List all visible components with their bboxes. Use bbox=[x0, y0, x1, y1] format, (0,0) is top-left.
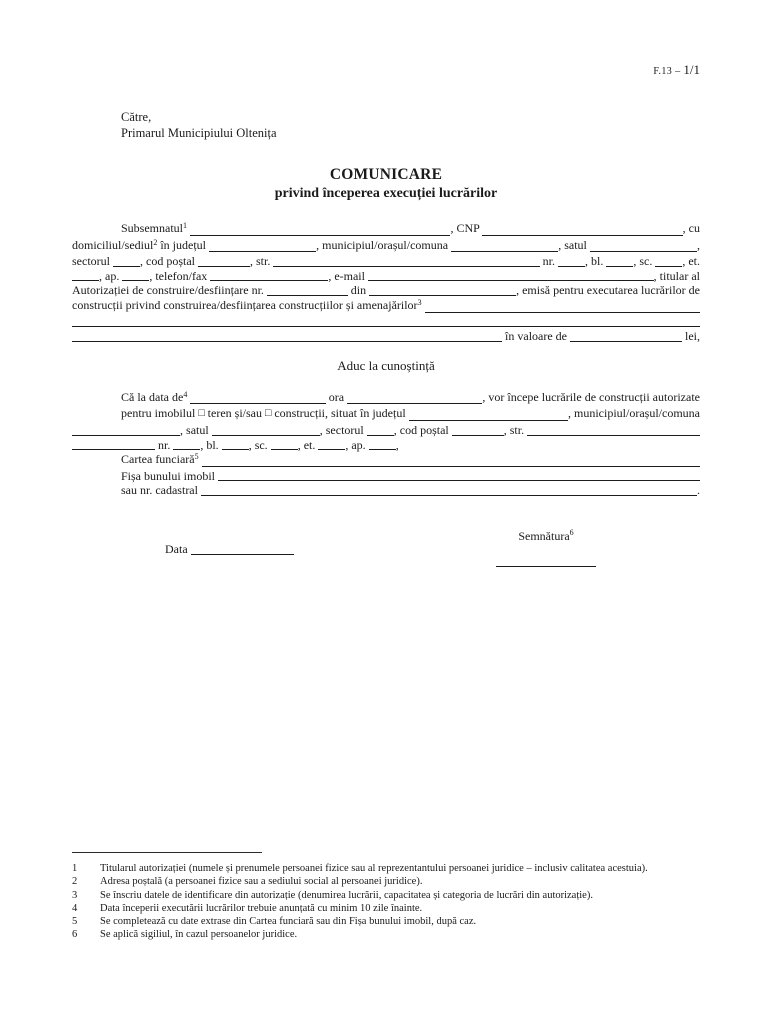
form-text: , emisă pentru executarea lucrărilor de bbox=[516, 283, 700, 298]
document-title: COMUNICARE bbox=[329, 166, 443, 183]
footnote-text: Se înscriu datele de identificare din autorizație (denumirea lucrării, capacitatea și categoria de lucrări din autorizație). bbox=[100, 889, 593, 901]
form-text: , cod poștal bbox=[393, 422, 452, 437]
form-text: Cartea funciară bbox=[121, 452, 195, 467]
blank-field bbox=[72, 280, 99, 281]
form-text bbox=[422, 298, 425, 313]
notification-paragraph bbox=[72, 390, 700, 498]
footnote-text: Data începerii executării lucrărilor trebuie anunțată cu minim 10 zile înainte. bbox=[100, 902, 423, 914]
form-line bbox=[72, 221, 700, 238]
footnote-item bbox=[72, 875, 700, 888]
form-text: teren și/sau bbox=[204, 406, 265, 421]
form-text: , bl. bbox=[200, 437, 222, 452]
addressee-salutation: Către, bbox=[121, 110, 152, 124]
form-line bbox=[72, 254, 700, 269]
signature-label-text: Semnătura bbox=[518, 528, 570, 543]
form-text: , bbox=[696, 237, 700, 252]
form-text: , ap. bbox=[99, 268, 123, 283]
blank-field bbox=[425, 312, 700, 313]
form-text: Că la data de bbox=[121, 389, 184, 404]
form-text: , municipiul/orașul/comuna bbox=[568, 406, 700, 421]
blank-field bbox=[606, 266, 633, 267]
form-text bbox=[187, 390, 190, 405]
form-code-page: 1/1 bbox=[683, 62, 700, 77]
form-text: , vor începe lucrările de construcții autorizate bbox=[482, 389, 700, 404]
form-line bbox=[72, 483, 700, 498]
blank-field bbox=[122, 280, 149, 281]
form-text: Fișa bunului imobil bbox=[121, 468, 219, 483]
blank-field bbox=[271, 449, 298, 450]
form-text: , ap. bbox=[345, 437, 369, 452]
blank-field bbox=[655, 266, 682, 267]
date-field bbox=[165, 542, 345, 571]
form-text: , satul bbox=[180, 422, 212, 437]
footnote-number: 6 bbox=[72, 929, 78, 941]
form-text: , sc. bbox=[633, 254, 656, 269]
form-text: , municipiul/orașul/comuna bbox=[316, 237, 452, 252]
teren-checkbox: □ bbox=[198, 408, 205, 420]
blank-field bbox=[191, 554, 294, 555]
footnote-item bbox=[72, 915, 700, 928]
form-text: , et. bbox=[297, 437, 319, 452]
blank-field bbox=[368, 280, 654, 281]
form-text bbox=[199, 452, 202, 467]
form-line bbox=[72, 390, 700, 407]
form-text: , titular al bbox=[653, 268, 700, 283]
section-heading: Aduc la cunoștință bbox=[337, 357, 435, 373]
footnote-item bbox=[72, 862, 700, 875]
footnote-separator bbox=[72, 852, 262, 853]
applicant-paragraph bbox=[72, 221, 700, 344]
form-line bbox=[165, 542, 345, 557]
addressee-block bbox=[72, 110, 700, 141]
blank-field bbox=[72, 449, 155, 450]
footnote-ref: 6 bbox=[569, 527, 574, 537]
blank-field bbox=[590, 251, 697, 252]
form-line bbox=[72, 469, 700, 484]
blank-field bbox=[558, 266, 585, 267]
footnote-number: 4 bbox=[72, 902, 78, 914]
form-text: , bbox=[395, 437, 399, 452]
form-text: , e-mail bbox=[328, 268, 368, 283]
footnote-ref: 3 bbox=[417, 297, 422, 307]
footnote-list bbox=[72, 862, 700, 942]
form-text: , bl. bbox=[584, 254, 607, 269]
blank-field bbox=[367, 435, 394, 436]
constructii-checkbox: □ bbox=[265, 408, 272, 420]
form-text: , cod poștal bbox=[140, 254, 198, 269]
form-line bbox=[72, 329, 700, 344]
form-text: sectorul bbox=[72, 254, 113, 269]
blank-field bbox=[218, 480, 700, 481]
footnote-number: 5 bbox=[72, 916, 78, 928]
blank-field bbox=[190, 235, 450, 236]
form-text: construcții privind construirea/desființarea construcțiilor și amenajărilor bbox=[72, 297, 418, 312]
form-text: , sc. bbox=[248, 437, 271, 452]
blank-field bbox=[273, 266, 539, 267]
signature-line bbox=[496, 566, 596, 567]
form-text: , cu bbox=[682, 221, 700, 235]
footnote-text: Titularul autorizației (numele și prenumele persoanei fizice sau al reprezentantului persoanei juridice – inclusiv calitatea acestuia). bbox=[100, 863, 648, 874]
form-line bbox=[72, 269, 700, 284]
form-text: , sectorul bbox=[319, 422, 367, 437]
blank-field bbox=[72, 326, 700, 327]
signature-row bbox=[72, 528, 700, 571]
form-text: . bbox=[697, 483, 700, 498]
form-text: , telefon/fax bbox=[149, 268, 211, 283]
form-text: Data bbox=[165, 541, 191, 556]
form-text: în valoare de bbox=[502, 329, 570, 344]
blank-field bbox=[452, 435, 504, 436]
blank-field bbox=[209, 251, 316, 252]
form-text: din bbox=[347, 283, 370, 298]
blank-field bbox=[482, 235, 682, 236]
blank-field bbox=[72, 341, 502, 342]
footnotes-section bbox=[72, 852, 700, 942]
footnote-text: Se completează cu date extrase din Cartea funciară sau din Fișa bunului imobil, după caz. bbox=[100, 916, 477, 928]
form-line bbox=[72, 438, 700, 453]
form-line bbox=[72, 315, 700, 330]
form-text: , et. bbox=[682, 254, 700, 269]
blank-field bbox=[202, 466, 700, 467]
form-text: nr. bbox=[155, 437, 174, 452]
form-text: , CNP bbox=[450, 221, 483, 235]
footnote-ref: 4 bbox=[183, 389, 188, 399]
blank-field bbox=[210, 280, 328, 281]
document-subtitle: privind începerea execuției lucrărilor bbox=[274, 186, 498, 201]
footnote-item bbox=[72, 902, 700, 915]
blank-field bbox=[72, 435, 180, 436]
blank-field bbox=[212, 435, 320, 436]
blank-field bbox=[222, 449, 249, 450]
form-text: , satul bbox=[558, 237, 590, 252]
blank-field bbox=[451, 251, 558, 252]
form-line bbox=[72, 298, 700, 315]
form-text: ora bbox=[325, 389, 348, 404]
form-text: în județul bbox=[157, 237, 209, 252]
form-line bbox=[72, 423, 700, 438]
form-line bbox=[72, 452, 700, 469]
blank-field bbox=[369, 449, 396, 450]
form-text: lei, bbox=[682, 329, 700, 344]
footnote-number: 3 bbox=[72, 889, 78, 901]
blank-field bbox=[113, 266, 140, 267]
blank-field bbox=[527, 435, 700, 436]
blank-field bbox=[318, 449, 345, 450]
footnote-ref: 5 bbox=[194, 452, 199, 462]
footnote-ref: 1 bbox=[183, 221, 187, 230]
form-text: pentru imobilul bbox=[121, 406, 199, 421]
form-line bbox=[72, 406, 700, 423]
form-line bbox=[72, 238, 700, 255]
form-text: Autorizației de construire/desființare nr. bbox=[72, 283, 267, 298]
form-text bbox=[187, 221, 190, 236]
blank-field bbox=[190, 403, 325, 404]
blank-field bbox=[347, 403, 482, 404]
form-text: , str. bbox=[503, 422, 528, 437]
form-line bbox=[72, 283, 700, 298]
footnote-text: Se aplică sigiliul, în cazul persoanelor juridice. bbox=[100, 929, 298, 941]
form-text: , str. bbox=[250, 254, 274, 269]
title-block bbox=[72, 166, 700, 202]
footnote-text: Adresa poștală (a persoanei fizice sau a sediului social al persoanei juridice). bbox=[100, 876, 423, 888]
form-text: construcții, situat în județul bbox=[271, 406, 409, 421]
form-code-prefix: F.13 – bbox=[653, 66, 684, 77]
blank-field bbox=[369, 295, 516, 296]
footnote-item bbox=[72, 928, 700, 941]
footnote-number: 1 bbox=[72, 863, 78, 874]
form-text: domiciliul/sediul bbox=[72, 237, 154, 252]
blank-field bbox=[267, 295, 348, 296]
signature-block bbox=[496, 528, 596, 571]
form-text: Subsemnatul bbox=[121, 221, 183, 235]
blank-field bbox=[201, 495, 697, 496]
blank-field bbox=[409, 420, 568, 421]
footnote-number: 2 bbox=[72, 876, 78, 888]
blank-field bbox=[570, 341, 682, 342]
form-code bbox=[72, 62, 700, 78]
signature-label bbox=[496, 528, 596, 544]
blank-field bbox=[198, 266, 250, 267]
form-text: nr. bbox=[539, 254, 558, 269]
addressee-recipient: Primarul Municipiului Oltenița bbox=[121, 125, 277, 140]
form-text: sau nr. cadastral bbox=[121, 483, 201, 498]
footnote-ref: 2 bbox=[153, 237, 158, 247]
footnote-item bbox=[72, 889, 700, 902]
